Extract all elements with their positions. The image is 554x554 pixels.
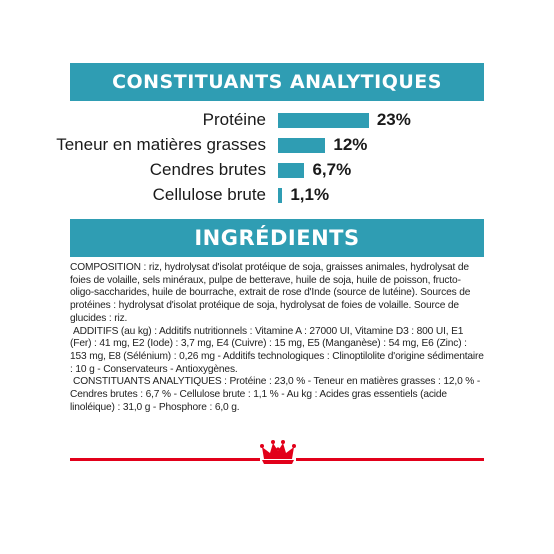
nutrient-label: Cendres brutes	[149, 160, 266, 179]
royal-canin-crown-icon	[258, 438, 298, 466]
analytical-paragraph: CONSTITUANTS ANALYTIQUES : Protéine : 23,0 % - Teneur en matières grasses : 12,0 % - Cendres brutes : 6,7 % - Cellulose brute : 1,1 % - Au kg : Acides gras essentiels (acide linoléique) : 31,0 g - Phosphore : 6,0 g.	[70, 376, 481, 413]
nutrient-value: 1,1%	[290, 185, 330, 204]
nutrient-value: 6,7%	[312, 160, 352, 179]
footer-red-line-left	[70, 458, 260, 461]
nutrient-bar	[278, 138, 325, 153]
composition-paragraph: COMPOSITION : riz, hydrolysat d'isolat protéique de soja, graisses animales, hydrolysat de foies de volaille, sels minéraux, pulpe de betterave, huile de soja, huile de poisson, fructo-oligo-saccharides, huile de bourrache, extrait de rose d'Inde (source de lutéine). Sources de protéines : hydrolysat d'isolat protéique de soja, hydrolysat de foies de volaille. Source de glucides : riz.	[70, 262, 471, 324]
nutrient-label: Cellulose brute	[152, 185, 266, 204]
nutrient-label: Protéine	[202, 110, 266, 129]
nutrient-bar	[278, 113, 369, 128]
footer-red-line-right	[296, 458, 484, 461]
ingredients-text	[70, 262, 484, 414]
nutrient-value: 23%	[376, 110, 411, 129]
additives-paragraph: ADDITIFS (au kg) : Additifs nutritionnels : Vitamine A : 27000 UI, Vitamine D3 : 800 UI, E1 (Fer) : 41 mg, E2 (Iode) : 3,7 mg, E4 (Cuivre) : 15 mg, E5 (Manganèse) : 54 mg, E6 (Zinc) : 153 mg, E8 (Sélénium) : 0,26 mg - Additifs technologiques : Clinoptilolite d'origine sédimentaire : 10 g - Conservateurs - Antioxygènes.	[70, 325, 484, 375]
nutrient-value: 12%	[333, 135, 368, 154]
nutrient-bar	[278, 188, 282, 203]
nutrient-label: Teneur en matières grasses	[56, 135, 266, 154]
nutrient-bar	[278, 163, 304, 178]
ingredients-header: INGRÉDIENTS	[70, 219, 484, 257]
analytical-constituents-header: CONSTITUANTS ANALYTIQUES	[70, 63, 484, 101]
